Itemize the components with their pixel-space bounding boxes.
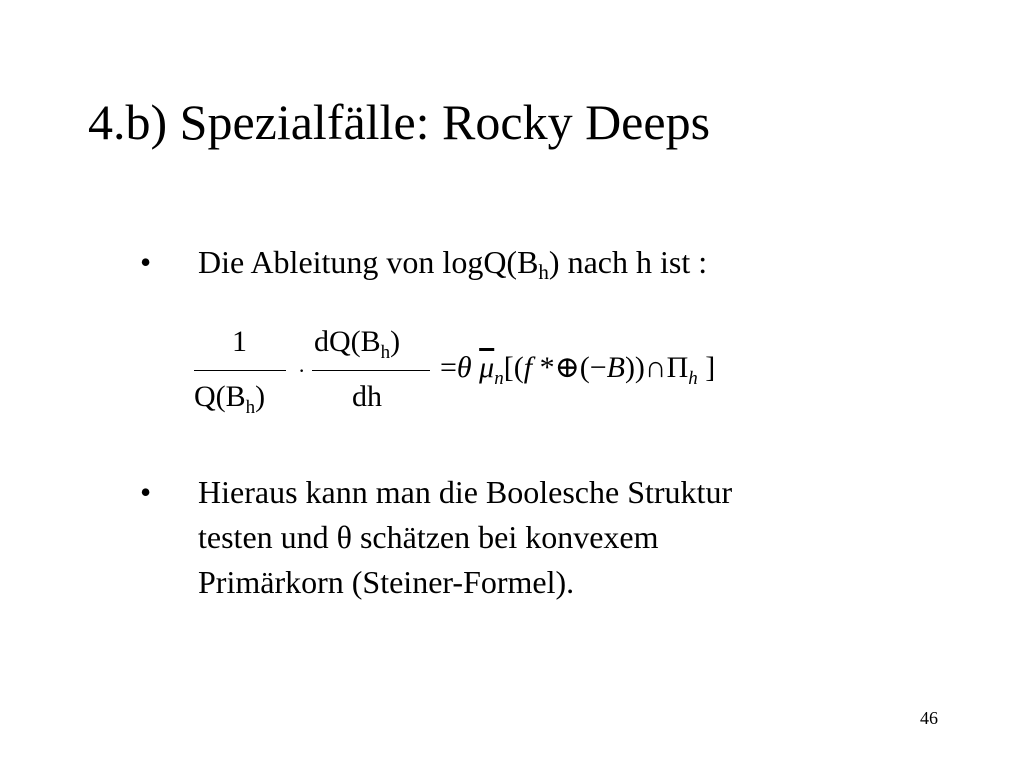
mu-symbol: $\overline{\mu}$ [479,351,495,384]
bullet-2-line-1: Hieraus kann man die Boolesche Struktur [198,474,733,510]
frac2-numerator [314,325,401,363]
equals-sign: = [440,351,457,384]
frac2-denominator: dh [352,380,382,413]
close-parens: )) [624,351,645,384]
multiplication-dot: · [298,358,306,383]
slide-title: 4.b) Spezialfälle: Rocky Deeps [88,94,711,150]
formula [190,320,850,420]
cap-symbol: ∩ [644,351,667,384]
open-brackets: [( [503,351,524,384]
pi-symbol: Π [666,351,689,384]
frac1-denominator [194,380,266,418]
f-symbol: f [523,351,533,384]
star-oplus: *⊕(− [532,351,607,384]
mu-subscript: n [494,368,504,389]
bullet-marker-1: • [140,244,152,280]
bullet-1-text-after: ) nach h ist : [548,244,708,280]
bullet-1-subscript: h [538,260,549,284]
frac2-line [312,370,430,371]
frac1-den-sub: h [245,397,256,418]
frac1-den-before: Q(B [194,380,246,413]
bullet-2-line-2: testen und θ schätzen bei konvexem [198,519,659,555]
frac1-den-after: ) [255,380,266,413]
frac2-num-after: ) [390,325,401,358]
frac1-numerator: 1 [232,325,247,358]
B-symbol: B [606,351,625,384]
frac2-num-sub: h [380,342,391,363]
frac1-line [194,370,286,371]
page-number: 46 [920,708,938,728]
theta-symbol: θ [456,351,472,384]
close-bracket: ] [705,351,716,384]
bullet-marker-2: • [140,474,152,510]
frac2-num-before: dQ(B [314,325,381,358]
bullet-text-1 [198,242,707,282]
pi-subscript: h [688,368,698,389]
bullet-1-text-before: Die Ableitung von logQ(B [198,244,539,280]
bullet-2-line-3: Primärkorn (Steiner-Formel). [198,564,575,600]
formula-rhs [440,351,716,389]
